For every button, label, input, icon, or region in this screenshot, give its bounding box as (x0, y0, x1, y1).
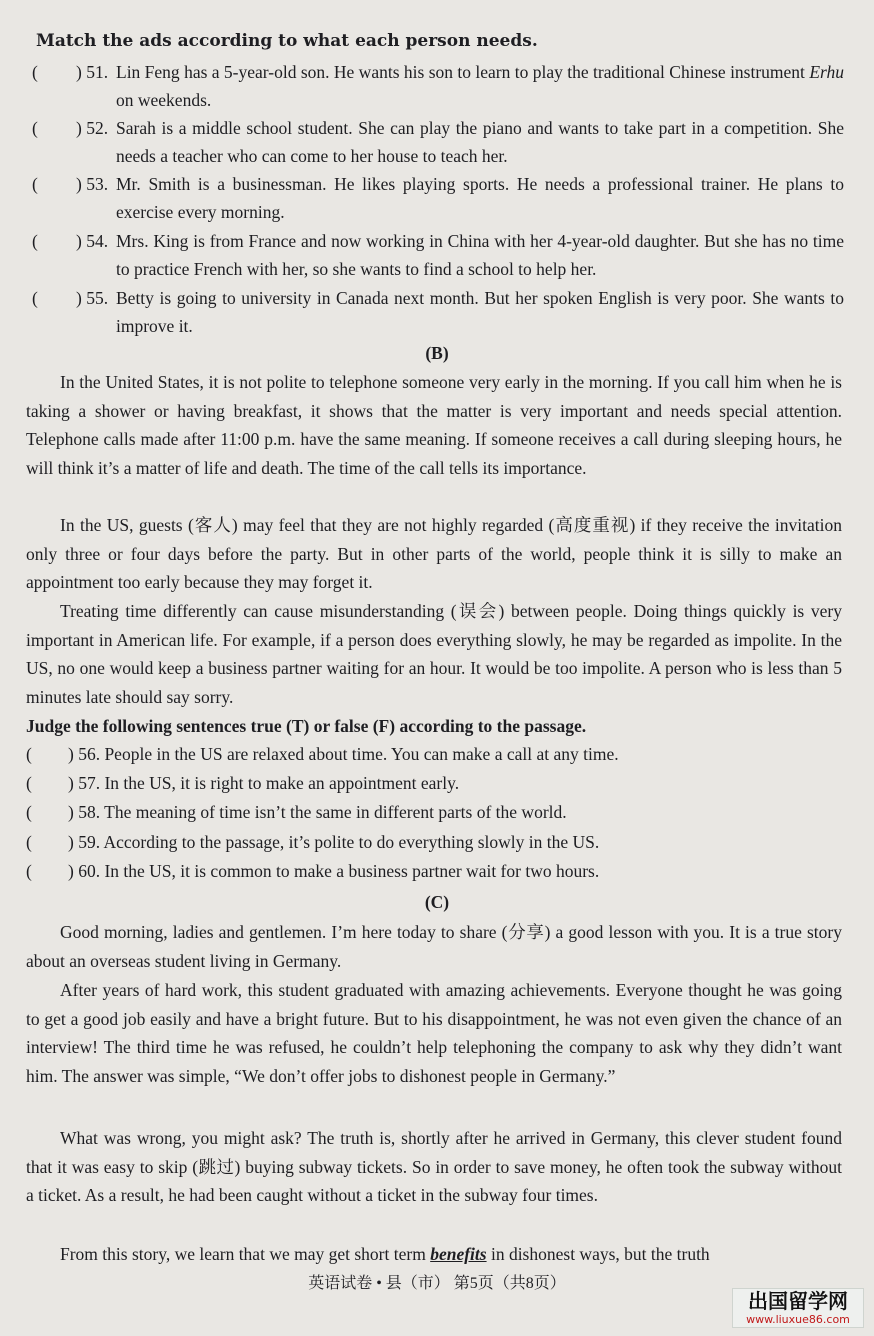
passage-b-paragraph-3: Treating time differently can cause misunderstanding (误会) between people. Doing things quickly is very important in American life. For example, if a person does everything slowly, he may be regarded as impolite. In the US, no one would keep a business partner waiting for an hour. It would be too impolite. A person who is less than 5 minutes late should say sorry. (26, 601, 842, 707)
watermark-text: 出国留学网 (748, 1289, 848, 1313)
passage-c-paragraph-4: From this story, we learn that we may get short term benefits in dishonest ways, but the truth (60, 1244, 710, 1264)
question-text-italic: Erhu (809, 62, 844, 82)
statement-60: ( ) 60. In the US, it is common to make a business partner wait for two hours. (26, 861, 600, 881)
question-52: ( ) 52. Sarah is a middle school student. She can play the piano and wants to take part in a competition. She needs a teacher who can come to her house to teach her. (32, 118, 844, 166)
passage-b-paragraph-1: In the United States, it is not polite to telephone someone very early in the morning. If you call him when he is taking a shower or having breakfast, it shows that the matter is very important and needs special attention. Telephone calls made after 11:00 p.m. have the same meaning. If someone receives a call during sleeping hours, he will think it’s a matter of life and death. The time of the call tells its importance. (26, 372, 842, 478)
watermark-logo (732, 1288, 864, 1328)
question-53: ( ) 53. Mr. Smith is a businessman. He likes playing sports. He needs a professional trainer. He plans to exercise every morning. (32, 174, 844, 222)
question-text: Sarah is a middle school student. She can play the piano and wants to take part in a competition. She needs a teacher who can come to her house to teach her. (116, 118, 844, 166)
passage-c-paragraph-3: What was wrong, you might ask? The truth is, shortly after he arrived in Germany, this clever student found that it was easy to skip (跳过) buying subway tickets. So in order to save money, he often took the subway without a ticket. As a result, he had been caught without a ticket in the subway four times. (26, 1128, 842, 1205)
question-55: ( ) 55. Betty is going to university in Canada next month. But her spoken English is very poor. She wants to improve it. (32, 288, 844, 336)
watermark-url: www.liuxue86.com (746, 1313, 850, 1326)
part-a-heading: Match the ads according to what each person needs. (36, 31, 538, 51)
keyword-benefits: benefits (430, 1244, 487, 1264)
question-text: Betty is going to university in Canada next month. But her spoken English is very poor. She wants to improve it. (116, 288, 844, 336)
passage-c-paragraph-2: After years of hard work, this student graduated with amazing achievements. Everyone thought he was going to get a good job easily and have a bright future. But to his disappointment, he was not even given the chance of an interview! The third time he was refused, he couldn’t help telephoning the company to ask why they didn’t want him. The answer was simple, “We don’t offer jobs to dishonest people in Germany.” (26, 980, 842, 1086)
statement-58: ( ) 58. The meaning of time isn’t the same in different parts of the world. (26, 802, 567, 822)
statement-59: ( ) 59. According to the passage, it’s polite to do everything slowly in the US. (26, 832, 600, 852)
statement-56: ( ) 56. People in the US are relaxed about time. You can make a call at any time. (26, 744, 619, 764)
question-51: ( ) 51. Lin Feng has a 5-year-old son. He wants his son to learn to play the traditional Chinese instrument Erhu on weekends. (32, 62, 844, 110)
statement-57: ( ) 57. In the US, it is right to make an appointment early. (26, 773, 460, 793)
question-text: Mrs. King is from France and now working in China with her 4-year-old daughter. But she has no time to practice French with her, so she wants to find a school to help her. (116, 231, 844, 279)
judge-heading: Judge the following sentences true (T) or false (F) according to the passage. (26, 716, 587, 736)
section-c-title: (C) (424, 892, 450, 912)
page-footer: 英语试卷 • 县（市） 第5页（共8页） (308, 1275, 566, 1292)
question-54: ( ) 54. Mrs. King is from France and now working in China with her 4-year-old daughter. But she has no time to practice French with her, so she wants to find a school to help her. (32, 231, 844, 279)
question-text: Mr. Smith is a businessman. He likes playing sports. He needs a professional trainer. He plans to exercise every morning. (116, 174, 844, 222)
passage-c-paragraph-1: Good morning, ladies and gentlemen. I’m here today to share (分享) a good lesson with you. It is a true story about an overseas student living in Germany. (26, 922, 842, 971)
section-b-title: (B) (425, 343, 449, 363)
question-text: Lin Feng has a 5-year-old son. He wants his son to learn to play the traditional Chinese instrument (116, 62, 810, 82)
question-text: on weekends. (116, 90, 212, 110)
passage-b-paragraph-2: In the US, guests (客人) may feel that they are not highly regarded (高度重视) if they receive the invitation only three or four days before the party. But in other parts of the world, people think it is silly to make an appointment too early because they may forget it. (26, 515, 842, 592)
